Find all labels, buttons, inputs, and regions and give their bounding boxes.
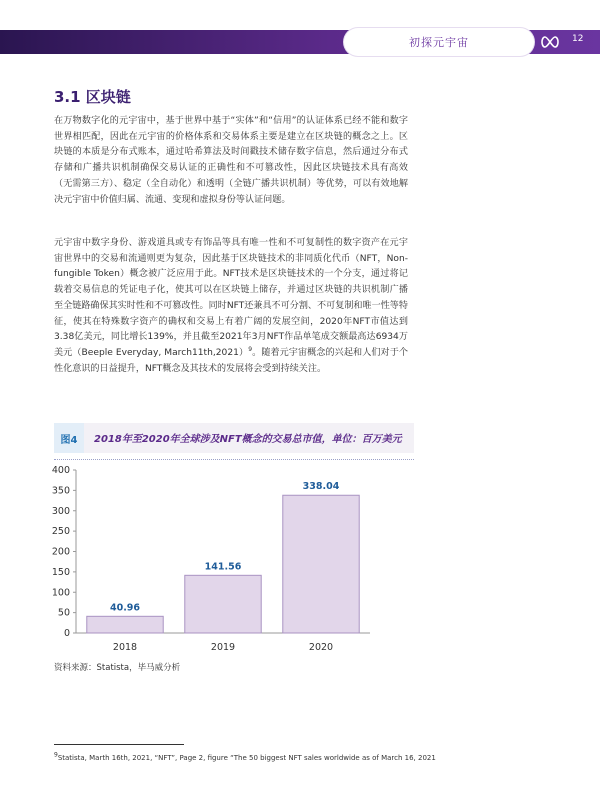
footnote-reference[interactable]: 9 [248, 345, 253, 353]
y-tick-label: 50 [57, 607, 70, 619]
paragraph-line: 通过区块链的共识机制广播至全链路确保其实时性和不可篡改性。同时NFT还兼具 [54, 285, 408, 311]
y-tick-label: 200 [51, 546, 70, 558]
figure-source: 资料来源：Statista，毕马威分析 [54, 663, 181, 673]
paragraph-line: 在万物数字化的元宇宙中，基于世界中基于“实体”和“信用”的认证体系已经 [54, 116, 362, 126]
bar [185, 575, 261, 633]
paragraph-line: 。随着元宇宙概念的兴起和人们对于个性化意识的日益提升，NFT概 [54, 347, 408, 374]
y-tick-label: 400 [51, 465, 70, 476]
infinity-icon [538, 30, 562, 54]
footnote-text: Statista, Marth 16th, 2021, “NFT”, Page 2, figure “The 50 biggest NFT sales worldwide as of March 16, 2021 [57, 754, 436, 762]
paragraph-line: 11th,2021） [191, 347, 249, 358]
paragraph-line: 不可分割、不可复制和唯一性等特征，使其在特殊数字资产的确权和交易上有着 [54, 300, 408, 327]
y-tick-label: 250 [51, 526, 70, 538]
y-tick-label: 300 [51, 505, 70, 517]
footnote [54, 751, 436, 762]
y-tick-label: 350 [51, 485, 70, 497]
paragraph-line: 一个分支，通过将记载着交易信息的凭证电子化，使其可以在区块链上储存，并 [54, 269, 408, 296]
footnote-number: 9 [54, 751, 58, 759]
paragraph [54, 114, 408, 208]
footnote-rule [54, 744, 184, 745]
paragraph-line: 不能和数字世界相匹配，因此在元宇宙的价格体系和交易体系主要是建立在区块 [54, 116, 408, 142]
data-label: 40.96 [109, 602, 141, 614]
paragraph-line: 性，因此区块链技术具有高效（无需第三方）、稳定（全自动化）和透明（全链 [54, 163, 408, 189]
x-tick-label: 2019 [210, 642, 236, 653]
figure-tag: 图4 [54, 423, 84, 453]
document-title: 初探元宇宙 [409, 36, 469, 49]
x-tick-label: 2018 [112, 642, 138, 653]
paragraph-line: 链的概念之上。区块链的本质是分布式账本，通过哈希算法及时间戳技术储存数 [54, 131, 408, 158]
y-tick-label: 0 [63, 628, 70, 639]
bar [87, 616, 163, 633]
paragraph-line: （NFT，Non-fungible Token）概念被广泛应用于此。NFT技术是区块链技术的 [54, 253, 408, 280]
y-tick-label: 100 [51, 587, 70, 599]
paragraph-line: 广阔的发展空间，2020年NFT市值达到3.38亿美元，同比增长139%，并且截至 [54, 316, 408, 343]
paragraph-line: 身份等认证问题。 [217, 194, 291, 205]
header-pill [344, 28, 534, 56]
paragraph-line: 在元宇宙世界中的交易和流通则更为复杂，因此基于区块链技术的非同质化代币 [54, 238, 408, 264]
data-label: 338.04 [302, 481, 340, 493]
x-tick-label: 2020 [308, 642, 334, 653]
paragraph-line: 广播共识机制）等优势，可以有效地解决元宇宙中价值归属、流通、变现和虚拟 [54, 178, 408, 205]
data-label: 141.56 [204, 561, 242, 573]
figure-caption-box [54, 423, 414, 453]
page-number: 12 [572, 34, 584, 44]
paragraph [54, 236, 408, 377]
figure-caption: 2018年至2020年全球涉及NFT概念的交易总市值，单位：百万美元 [94, 434, 402, 445]
paragraph-line: 2021年3月NFT作品单笔成交额最高达6934万美元（Beeple Everyday, March [54, 332, 408, 358]
paragraph-line: 字信息，然后通过分布式存储和广播共识机制确保交易认证的正确性和不可篡改 [54, 147, 408, 174]
paragraph-line: 元宇宙中数字身份、游戏道具或专有饰品等具有唯一性和不可复制性的数字资产 [54, 238, 381, 248]
y-tick-label: 150 [51, 566, 70, 578]
paragraph-line: 念及其技术的发展将会受到持续关注。 [171, 363, 327, 374]
section-title: 3.1 区块链 [54, 88, 131, 106]
bar-chart [40, 460, 380, 660]
bar [283, 495, 359, 633]
